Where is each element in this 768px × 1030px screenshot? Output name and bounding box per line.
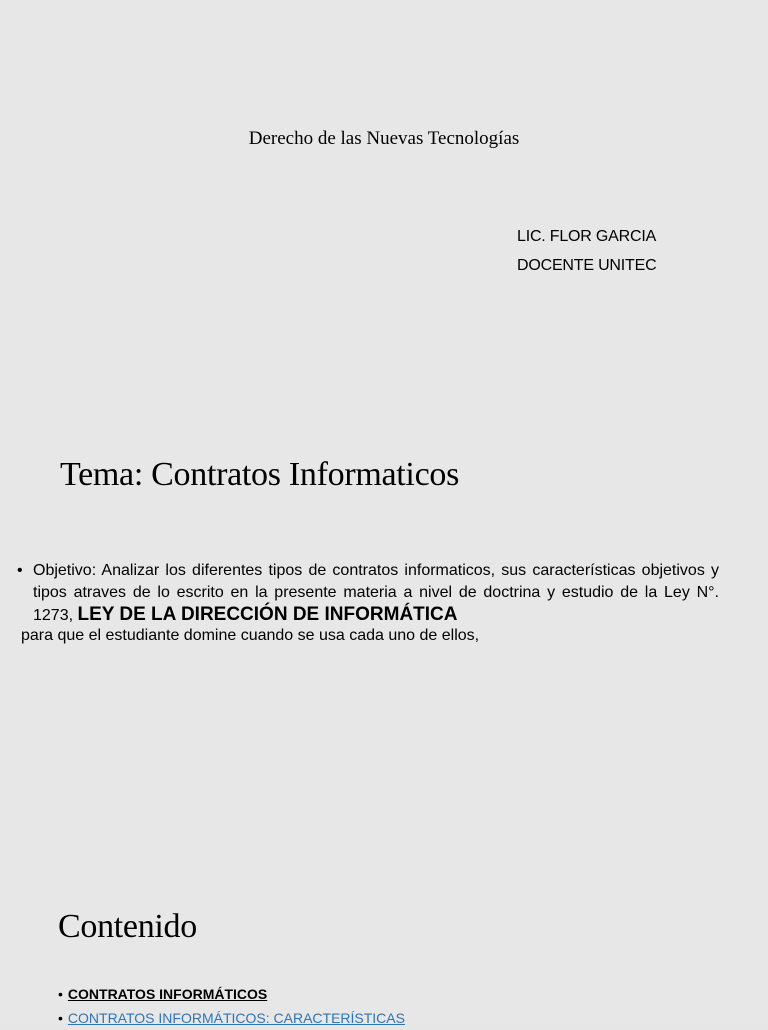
objective-body [33,560,719,627]
contents-item [58,1006,405,1030]
contents-item [58,982,405,1006]
objective-list [17,560,719,647]
topic-slide [0,430,768,870]
objective-text: Objetivo: Analizar los diferentes tipos de contratos informaticos, sus características objetivos y tipos atraves de lo escrito en la presente materia a nivel de doctrina y estudio de la Ley N°. 1273, [33,562,719,624]
contents-link-contratos-informaticos[interactable]: CONTRATOS INFORMÁTICOS [67,986,268,1002]
cover-slide [0,0,768,430]
contents-link-caracteristicas[interactable]: CONTRATOS INFORMÁTICOS: CARACTERÍSTICAS [67,1010,405,1026]
bullet-icon: • [58,986,63,1002]
objective-item [17,560,719,647]
topic-heading: Tema: Contratos Informaticos [60,456,460,493]
objective-tail: para que el estudiante domine cuando se usa cada uno de ellos, [21,627,480,644]
objective-law-title: LEY DE LA DIRECCIÓN DE INFORMÁTICA [77,604,458,625]
author-name: LIC. FLOR GARCIA [517,228,657,245]
contents-heading: Contenido [58,908,197,945]
bullet-icon: • [17,562,23,579]
author-role: DOCENTE UNITEC [517,257,657,274]
bullet-icon: • [58,1010,63,1026]
course-title: Derecho de las Nuevas Tecnologías [248,128,520,149]
contents-list [58,982,405,1030]
